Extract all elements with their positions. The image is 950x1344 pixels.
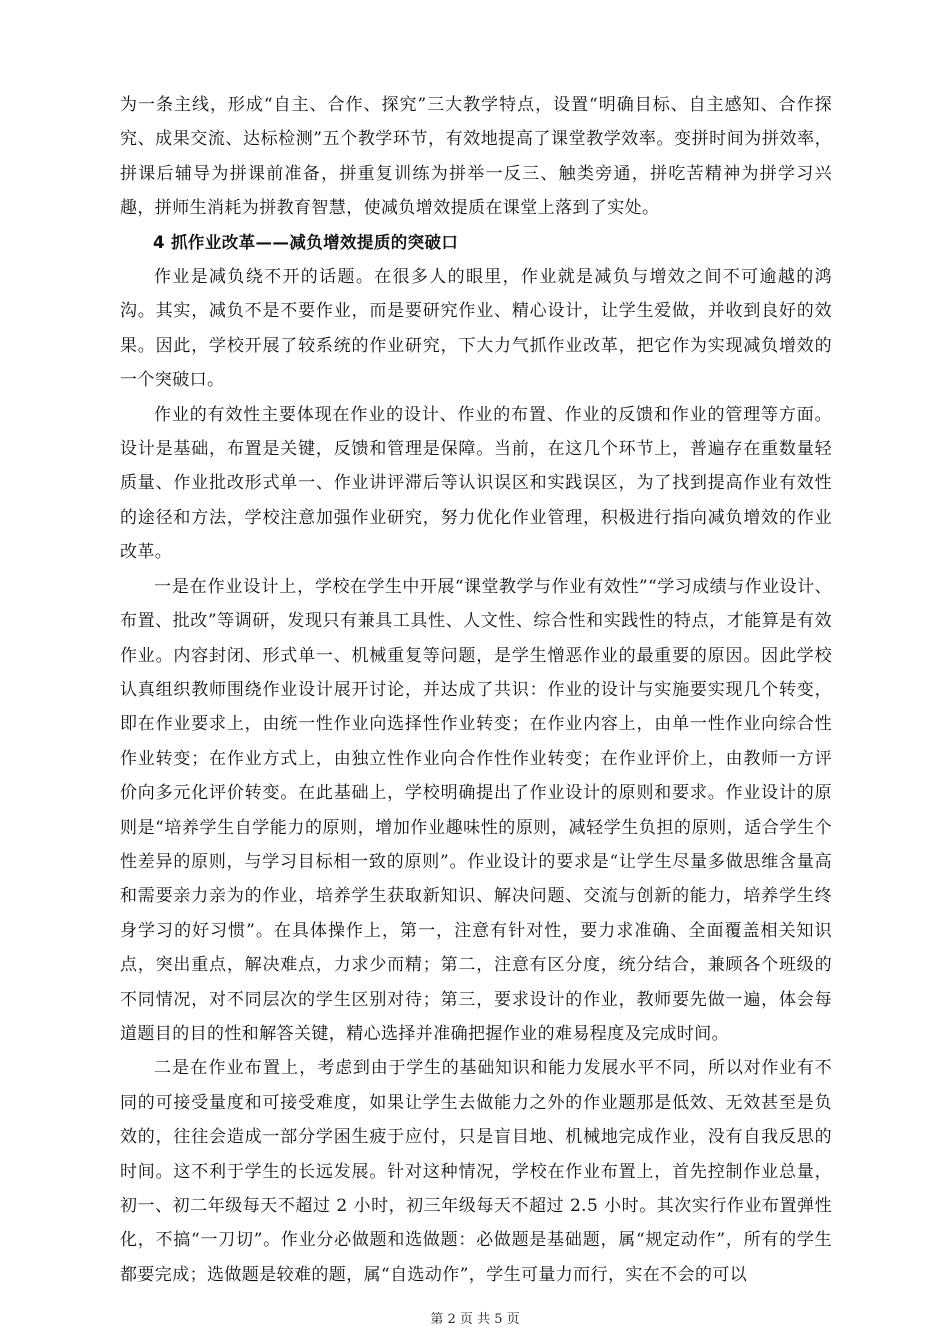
paragraph-homework-assignment xyxy=(120,1051,832,1292)
section-heading: 4 抓作业改革——减负增效提质的突破口 xyxy=(153,232,459,252)
paragraph-body-assignment: 考虑到由于学生的基础知识和能力发展水平不同，所以对作业有不同的可接受量度和可接受难度，如果让学生去做能力之外的作业题那是低效、无效甚至是负效的，往往会造成一部分学困生疲于应付，只是盲目地、机械地完成作业，没有自我反思的时间。这不利于学生的长远发展。针对这种情况，学校在作业布置上，首先控制作业总量，初一、初二年级每天不超过 2 小时，初三年级每天不超过 2.5 小时。其次实行作业布置弹性化，不搞“一刀切”。作业分必做题和选做题：必做题是基础题，属“规定动作”，所有的学生都要完成；选做题是较难的题，属“自选动作”，学生可量力而行，实在不会的可以 xyxy=(120,1058,833,1285)
paragraph-homework-design xyxy=(120,570,832,1052)
paragraph-homework-effectiveness: 作业的有效性主要体现在作业的设计、作业的布置、作业的反馈和作业的管理等方面。设计是基础，布置是关键，反馈和管理是保障。当前，在这几个环节上，普遍存在重数量轻质量、作业批改形式单一、作业讲评滞后等认识误区和实践误区，为了找到提高作业有效性的途径和方法，学校注意加强作业研究，努力优化作业管理，积极进行指向减负增效的作业改革。 xyxy=(120,404,832,563)
paragraph-lead-assignment: 二是在作业布置上， xyxy=(154,1058,318,1079)
paragraph-homework-topic: 作业是减负绕不开的话题。在很多人的眼里，作业就是减负与增效之间不可逾越的鸿沟。其实，减负不是不要作业，而是要研究作业、精心设计，让学生爱做，并收到良好的效果。因此，学校开展了较系统的作业研究，下大力气抓作业改革，把它作为实现减负增效的一个突破口。 xyxy=(120,267,832,391)
page-number: 第 2 页 共 5 页 xyxy=(430,1312,520,1327)
paragraph-lead-design: 一是在作业设计上， xyxy=(154,576,315,597)
continuation-paragraph: 为一条主线，形成“自主、合作、探究”三大教学特点，设置“明确目标、自主感知、合作探究、成果交流、达标检测”五个教学环节，有效地提高了课堂教学效率。变拼时间为拼效率，拼课后辅导为拼课前准备，拼重复训练为拼举一反三、触类旁通，拼吃苦精神为拼学习兴趣，拼师生消耗为拼教育智慧，使减负增效提质在课堂上落到了实处。 xyxy=(120,95,832,219)
document-body xyxy=(120,88,832,1292)
paragraph-body-design: 学校在学生中开展“课堂教学与作业有效性”“学习成绩与作业设计、布置、批改”等调研，发现只有兼具工具性、人文性、综合性和实践性的特点，才能算是有效作业。内容封闭、形式单一、机械重复等问题，是学生憎恶作业的最重要的原因。因此学校认真组织教师围绕作业设计展开讨论，并达成了共识：作业的设计与实施要实现几个转变，即在作业要求上，由统一性作业向选择性作业转变；在作业内容上，由单一性作业向综合性作业转变；在作业方式上，由独立性作业向合作性作业转变；在作业评价上，由教师一方评价向多元化评价转变。在此基础上，学校明确提出了作业设计的原则和要求。作业设计的原则是“培养学生自学能力的原则，增加作业趣味性的原则，减轻学生负担的原则，适合学生个性差异的原则，与学习目标相一致的原则”。作业设计的要求是“让学生尽量多做思维含量高和需要亲力亲为的作业，培养学生获取新知识、解决问题、交流与创新的能力，培养学生终身学习的好习惯”。在具体操作上，第一，注意有针对性，要力求准确、全面覆盖相关知识点，突出重点，解决难点，力求少而精；第二，注意有区分度，统分结合，兼顾各个班级的不同情况，对不同层次的学生区别对待；第三，要求设计的作业，教师要先做一遍，体会每道题目的目的性和解答关键，精心选择并准确把握作业的难易程度及完成时间。 xyxy=(120,576,832,1044)
